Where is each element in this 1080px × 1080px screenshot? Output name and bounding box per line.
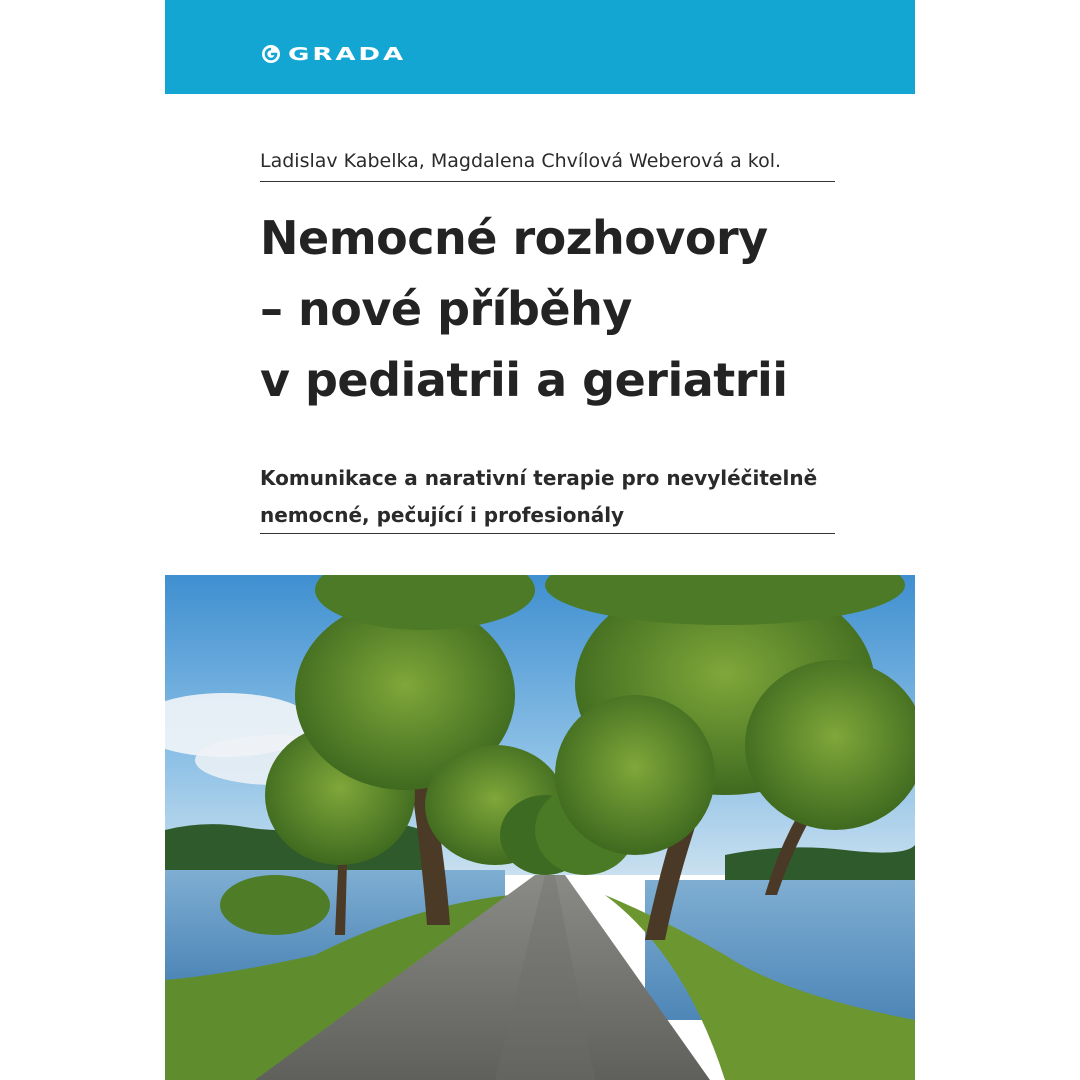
authors: Ladislav Kabelka, Magdalena Chvílová Weberová a kol.: [260, 150, 782, 172]
subtitle-line: Komunikace a narativní terapie pro nevyléčitelně: [260, 466, 818, 490]
tree-lined-road-photo: [165, 575, 915, 1080]
title-line: – nové příběhy: [260, 282, 632, 336]
publisher-logo: [260, 40, 407, 68]
book-subtitle: [260, 460, 860, 534]
publisher-name: GRADA: [288, 43, 407, 65]
title-line: Nemocné rozhovory: [260, 211, 768, 265]
authors-divider: [260, 181, 835, 182]
publisher-bar: [165, 0, 915, 94]
subtitle-divider: [260, 533, 835, 534]
book-title: [260, 203, 880, 416]
book-cover: [165, 0, 915, 1080]
subtitle-line: nemocné, pečující i profesionály: [260, 503, 625, 527]
title-line: v pediatrii a geriatrii: [260, 353, 788, 407]
grada-logo-icon: [260, 43, 282, 65]
